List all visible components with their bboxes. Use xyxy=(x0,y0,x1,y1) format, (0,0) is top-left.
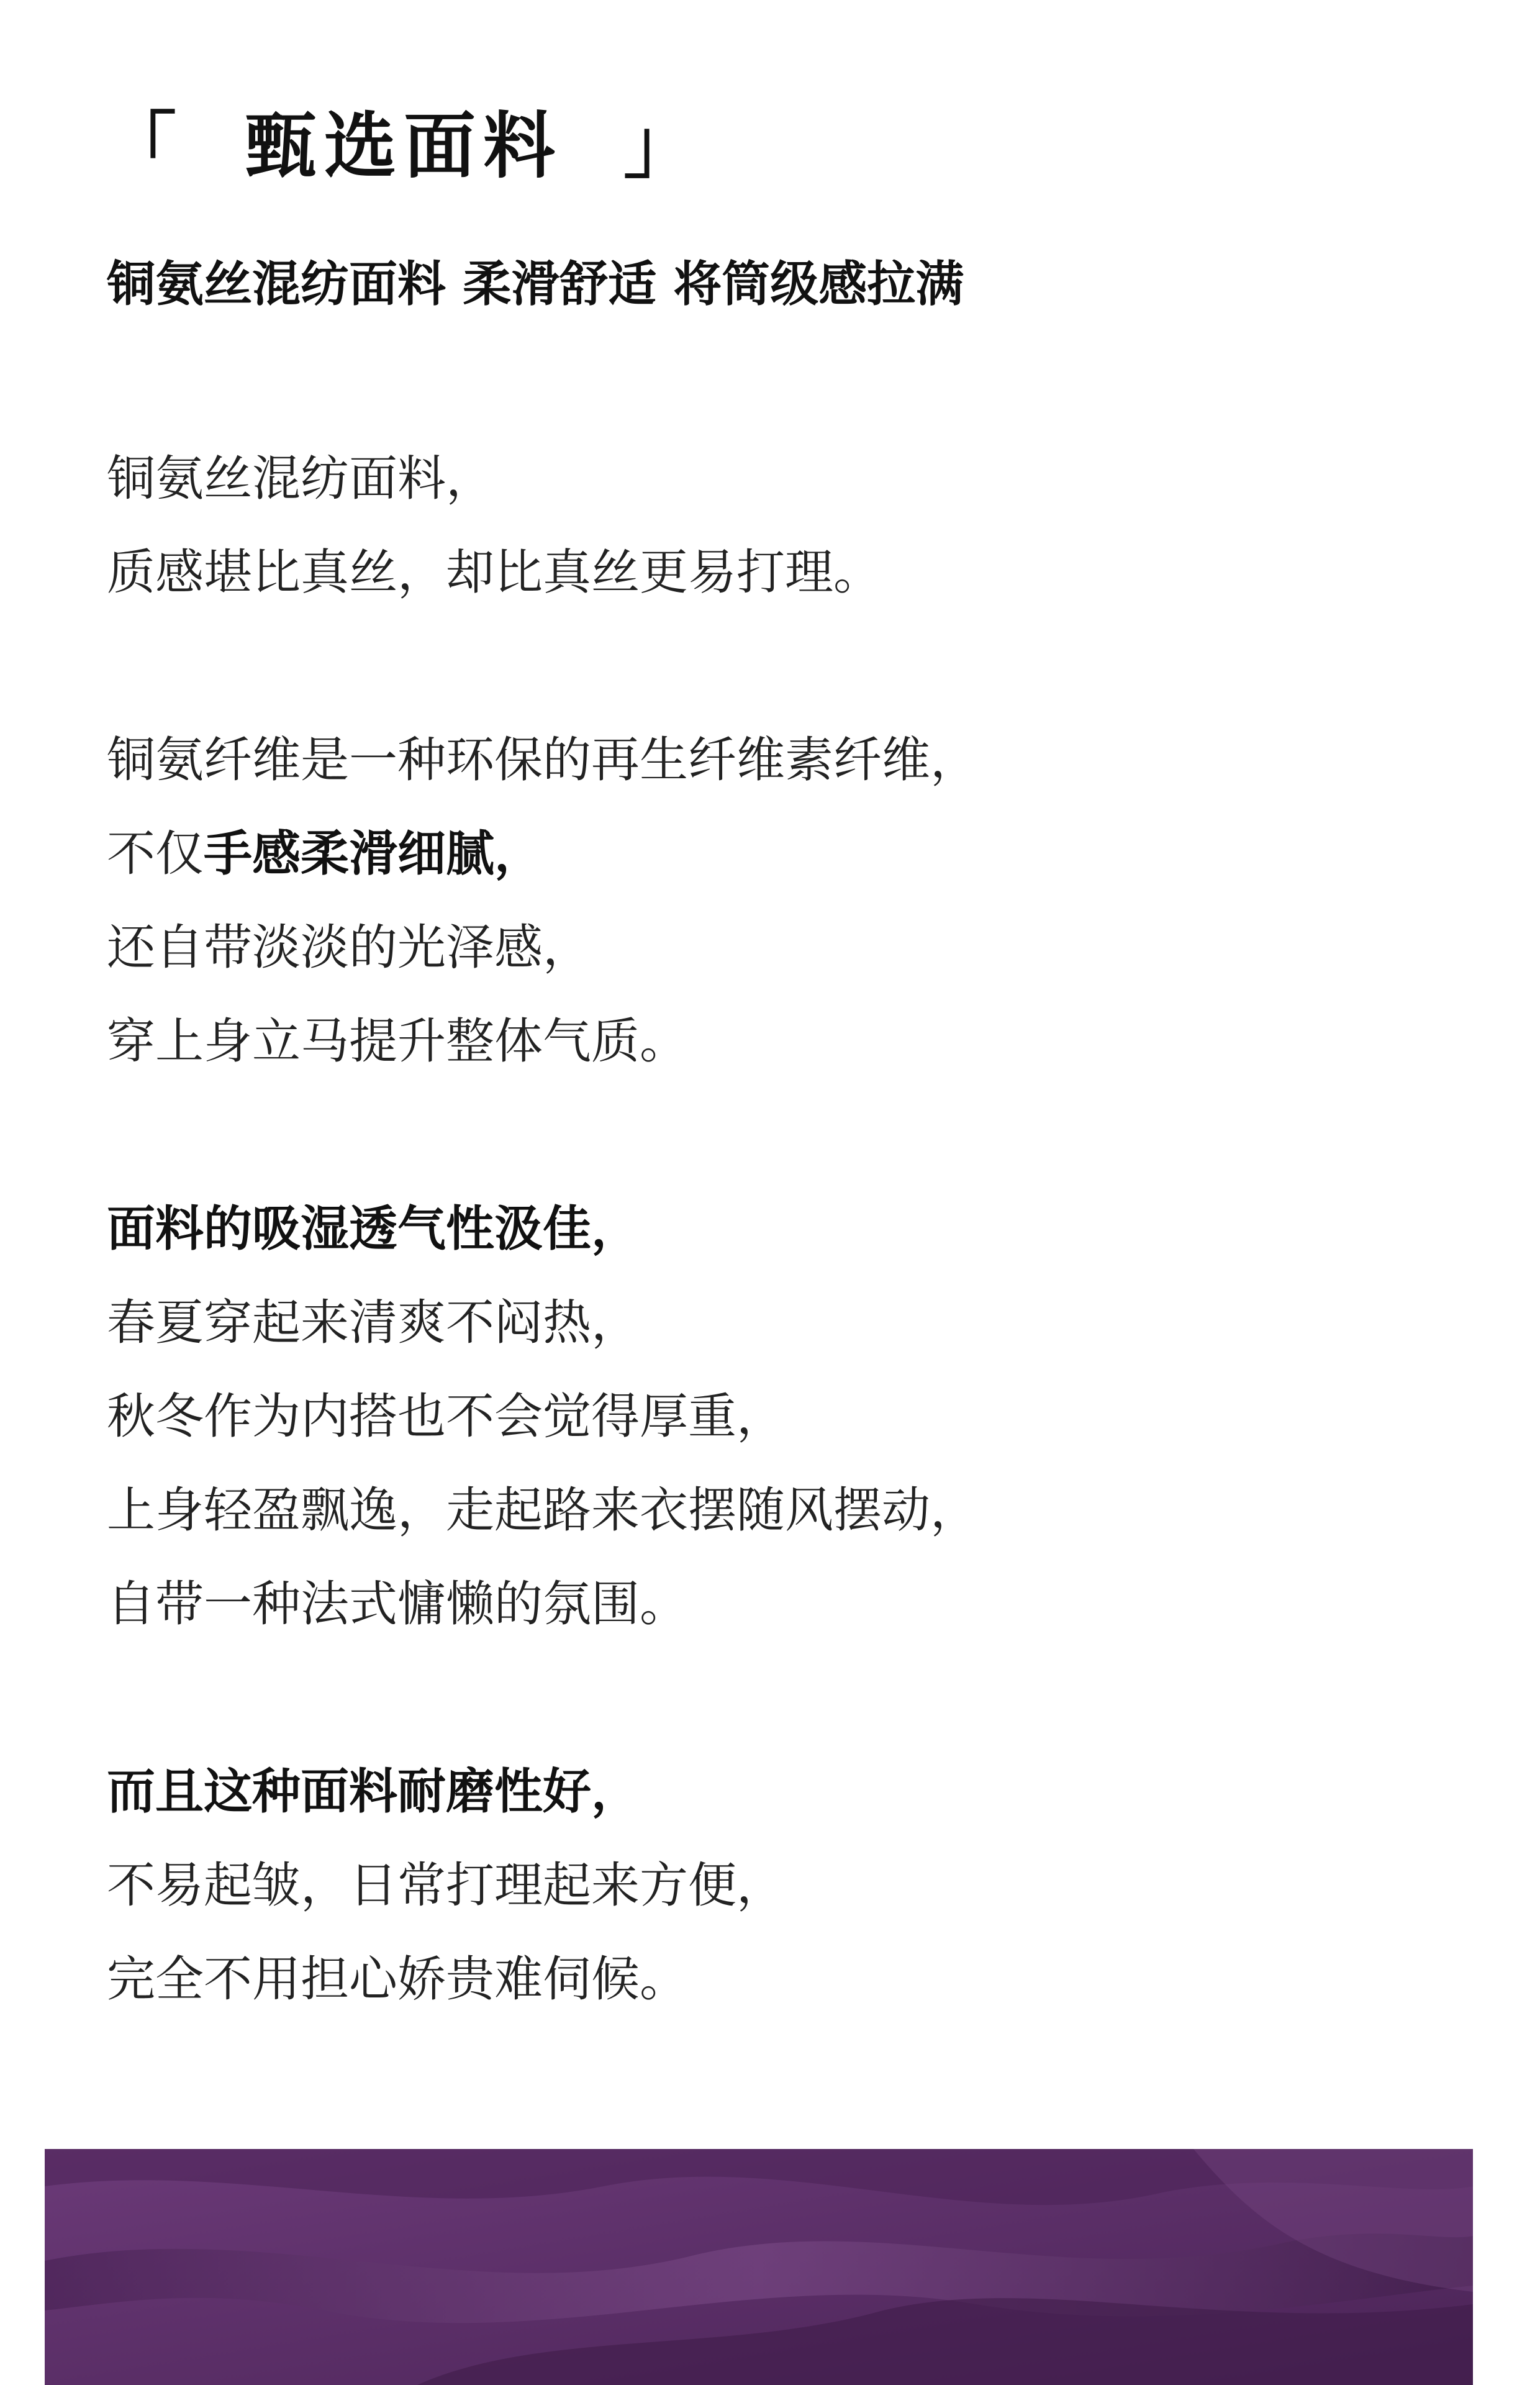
text-line xyxy=(107,1558,1473,1651)
text-line xyxy=(107,1839,1473,1933)
text-line xyxy=(107,432,1473,526)
text-line xyxy=(107,1276,1473,1370)
text-line xyxy=(107,1370,1473,1464)
line-plain-text: 还自带淡淡的光泽感， xyxy=(107,920,592,976)
line-bold-text: 手感柔滑细腻， xyxy=(204,826,543,882)
fabric-photo xyxy=(45,2149,1473,2385)
line-bold-text: 而且这种面料耐磨性好， xyxy=(107,1764,640,1820)
line-plain-text: 质感堪比真丝，却比真丝更易打理。 xyxy=(107,545,882,601)
line-plain-text: 自带一种法式慵懒的氛围。 xyxy=(107,1576,689,1632)
text-line xyxy=(107,1183,1473,1276)
text-line xyxy=(107,807,1473,901)
text-line xyxy=(107,1933,1473,2027)
paragraph xyxy=(107,714,1473,1089)
line-plain-text: 秋冬作为内搭也不会觉得厚重， xyxy=(107,1389,786,1445)
line-plain-text: 不易起皱，日常打理起来方便， xyxy=(107,1858,786,1914)
paragraph xyxy=(107,1183,1473,1651)
text-line xyxy=(107,526,1473,620)
text-line xyxy=(107,995,1473,1089)
title-text: 甄选面料 xyxy=(245,104,563,188)
line-plain-text: 不仅 xyxy=(107,826,204,882)
description-body xyxy=(107,432,1473,2120)
fabric-folds-graphic xyxy=(45,2149,1473,2385)
line-plain-text: 完全不用担心娇贵难伺候。 xyxy=(107,1951,689,2007)
text-line xyxy=(107,901,1473,995)
line-plain-text: 春夏穿起来清爽不闷热， xyxy=(107,1295,640,1351)
section-subtitle: 铜氨丝混纺面料 柔滑舒适 将筒级感拉满 xyxy=(107,257,964,312)
paragraph xyxy=(107,1745,1473,2027)
title-bracket-close: 」 xyxy=(623,104,703,188)
line-plain-text: 铜氨纤维是一种环保的再生纤维素纤维， xyxy=(107,732,979,788)
line-plain-text: 上身轻盈飘逸，走起路来衣摆随风摆动， xyxy=(107,1483,979,1538)
paragraph xyxy=(107,432,1473,620)
text-line xyxy=(107,1745,1473,1839)
section-title xyxy=(104,87,703,193)
text-line xyxy=(107,1464,1473,1558)
title-bracket-open: 「 xyxy=(104,104,184,188)
line-plain-text: 穿上身立马提升整体气质。 xyxy=(107,1014,689,1070)
line-plain-text: 铜氨丝混纺面料， xyxy=(107,451,495,507)
line-bold-text: 面料的吸湿透气性汲佳， xyxy=(107,1201,640,1257)
text-line xyxy=(107,714,1473,807)
